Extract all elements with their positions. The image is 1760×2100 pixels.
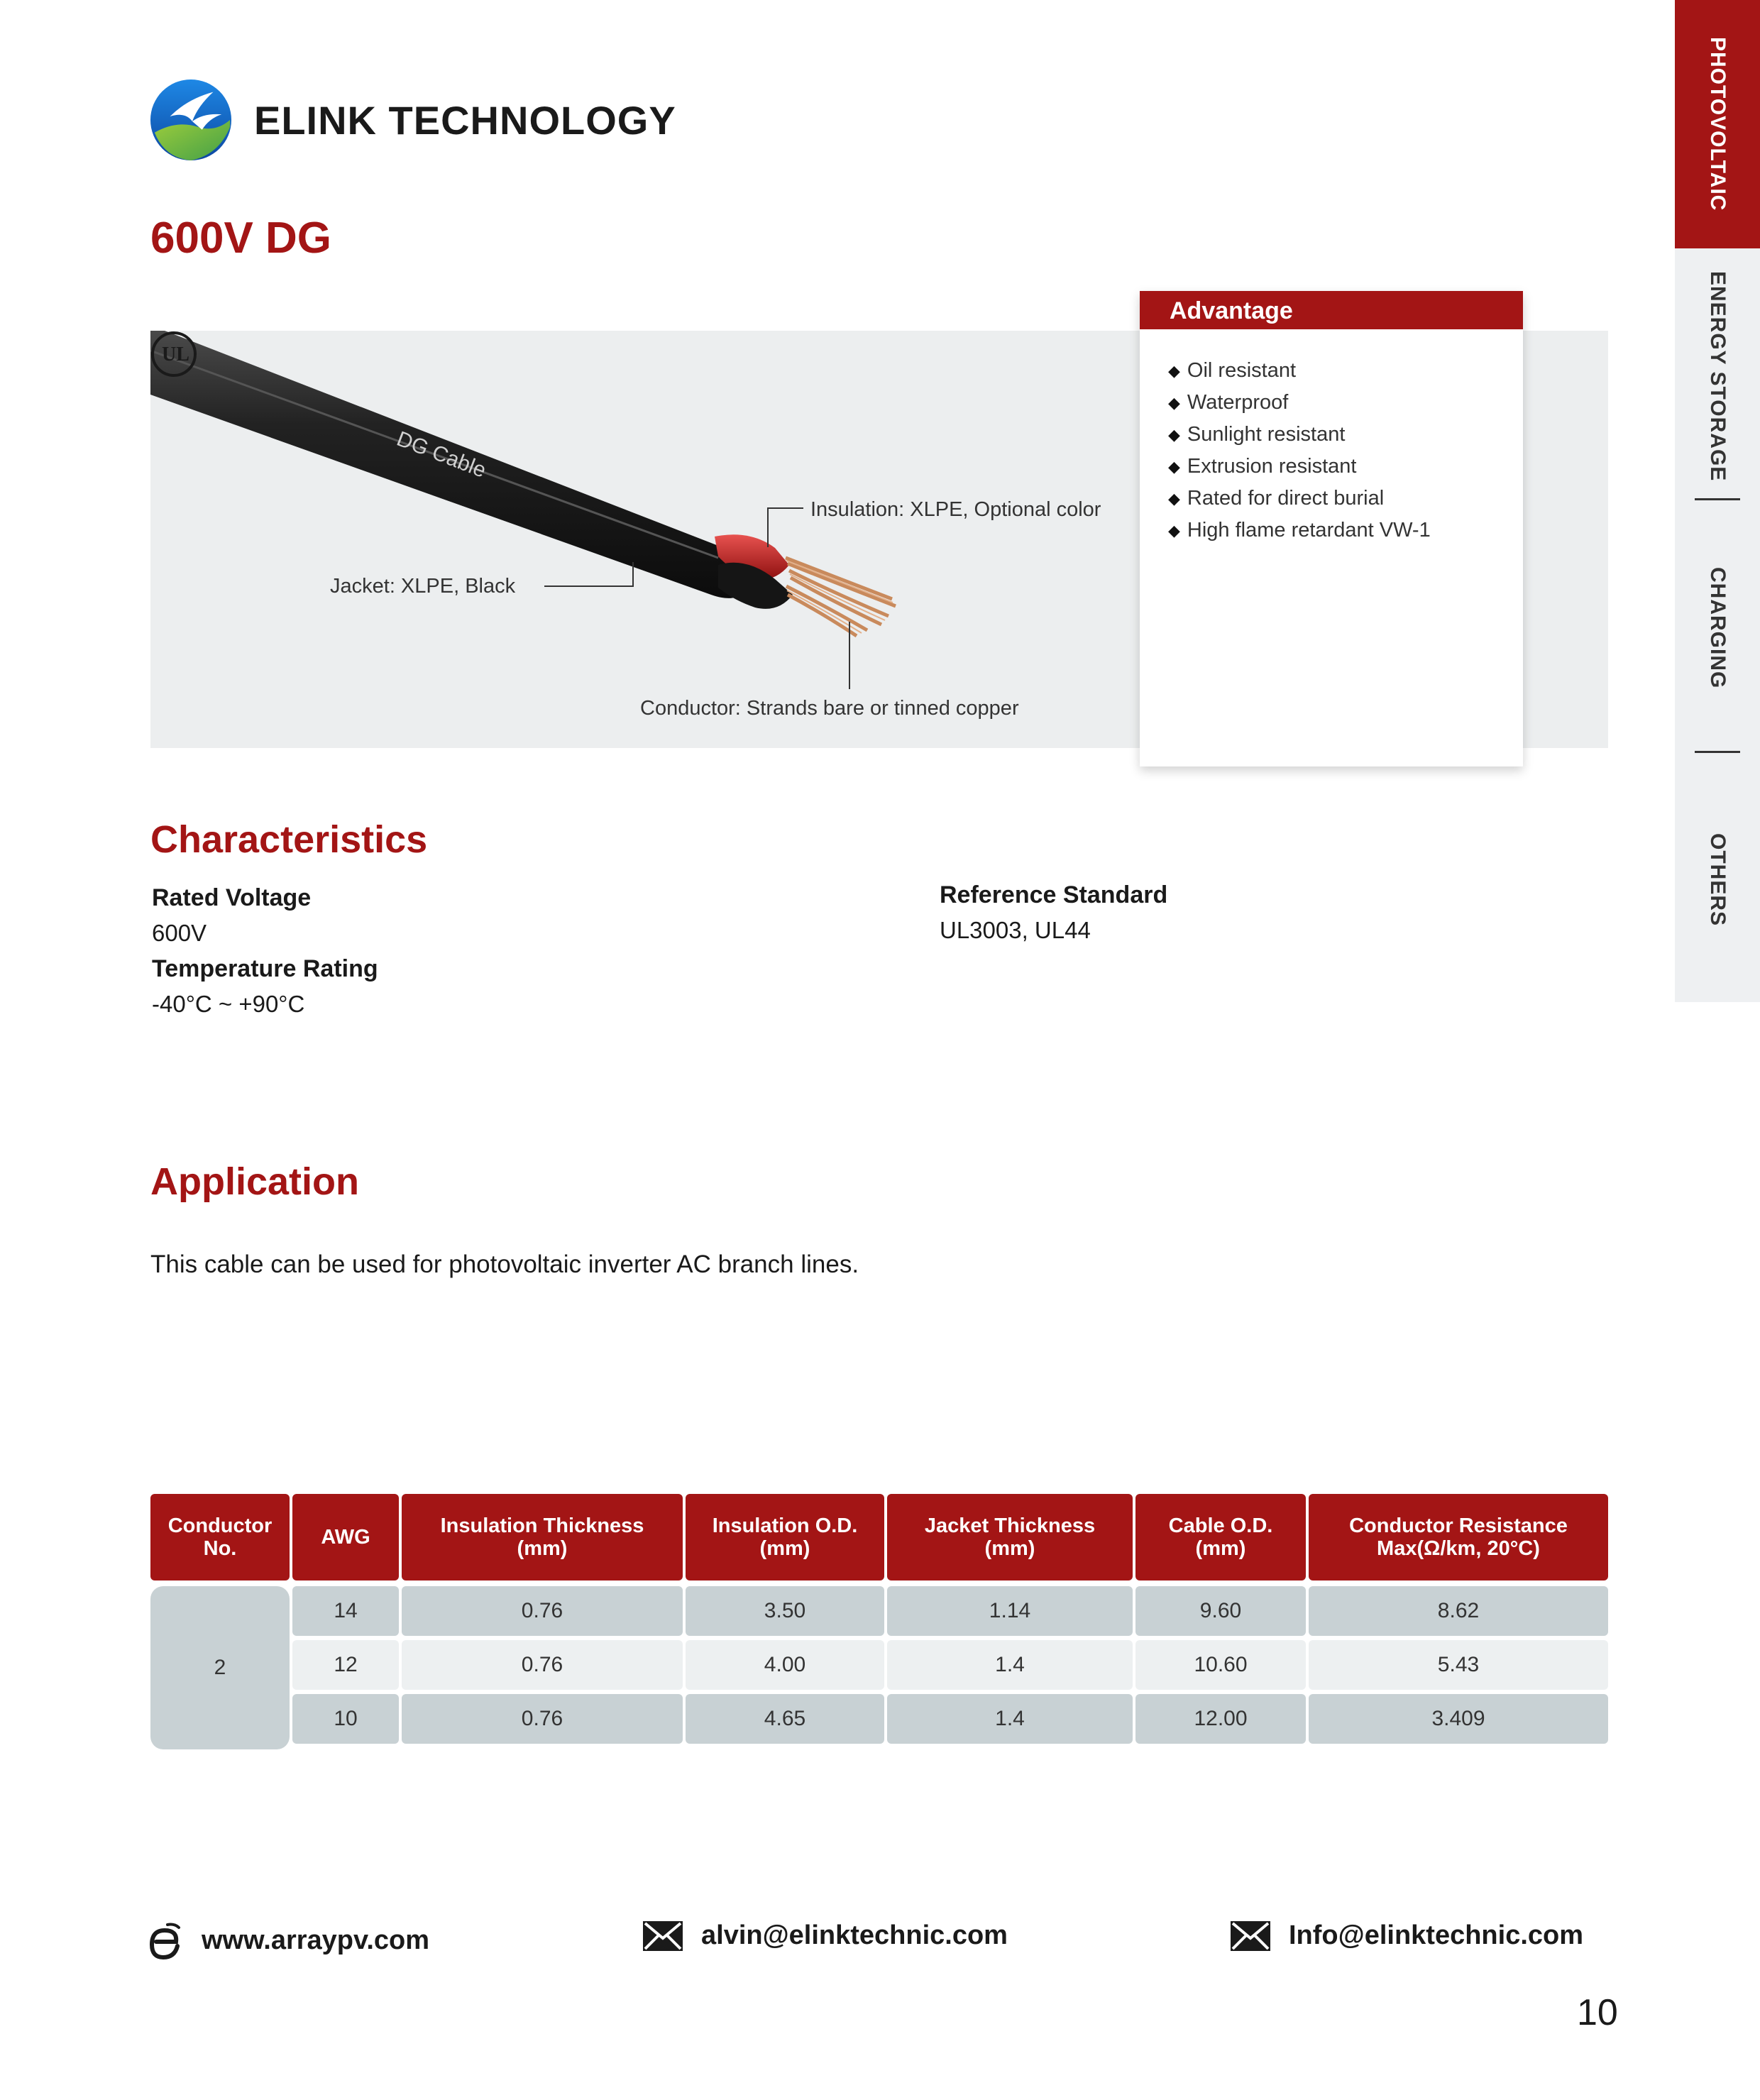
email-text: Info@elinktechnic.com [1289, 1920, 1584, 1950]
brand-header [149, 78, 676, 162]
list-item [1168, 387, 1523, 419]
temperature-label: Temperature Rating [152, 955, 378, 982]
table-cell: 8.62 [1309, 1586, 1608, 1636]
list-item [1168, 483, 1523, 515]
advantage-item: High flame retardant VW-1 [1187, 519, 1431, 542]
table-cell: 0.76 [402, 1586, 683, 1636]
table-cell: 5.43 [1309, 1640, 1608, 1690]
table-cell: 0.76 [402, 1640, 683, 1690]
table-cell: 9.60 [1135, 1586, 1306, 1636]
table-header: AWG [292, 1494, 399, 1581]
website-link[interactable] [146, 1920, 429, 1960]
elink-logo-icon [149, 78, 233, 162]
tab-label: OTHERS [1706, 833, 1729, 927]
tab-others[interactable] [1675, 788, 1760, 972]
conductor-number-cell: 2 [150, 1586, 290, 1749]
temperature-value: -40°C ~ +90°C [152, 991, 305, 1017]
tab-charging[interactable] [1675, 525, 1760, 731]
advantage-list [1140, 329, 1523, 546]
advantage-card [1140, 291, 1523, 766]
ul-certification-icon [150, 331, 197, 378]
advantage-item: Sunlight resistant [1187, 423, 1346, 446]
rated-voltage-value: 600V [152, 920, 207, 946]
bullet-diamond-icon: ◆ [1168, 490, 1180, 507]
table-cell: 14 [292, 1586, 399, 1636]
email-link-alvin[interactable] [643, 1920, 1008, 1951]
application-title: Application [150, 1160, 359, 1203]
advantage-item: Waterproof [1187, 391, 1289, 414]
application-text: This cable can be used for photovoltaic inverter AC branch lines. [150, 1250, 859, 1278]
reference-standard-label: Reference Standard [940, 881, 1168, 908]
table-cell: 4.65 [686, 1694, 884, 1744]
table-cell: 1.14 [887, 1586, 1133, 1636]
characteristics-title: Characteristics [150, 818, 428, 861]
table-cell: 10 [292, 1694, 399, 1744]
insulation-callout: Insulation: XLPE, Optional color [810, 498, 1101, 521]
rated-voltage-label: Rated Voltage [152, 884, 312, 911]
table-cell: 4.00 [686, 1640, 884, 1690]
table-cell: 12 [292, 1640, 399, 1690]
reference-standard-value: UL3003, UL44 [940, 917, 1091, 943]
table-cell: 12.00 [1135, 1694, 1306, 1744]
table-header: Jacket Thickness (mm) [887, 1494, 1133, 1581]
tab-energy-storage[interactable] [1675, 263, 1760, 490]
jacket-callout: Jacket: XLPE, Black [330, 575, 516, 598]
email-text: alvin@elinktechnic.com [701, 1920, 1008, 1950]
tab-label: PHOTOVOLTAIC [1706, 37, 1729, 211]
mail-icon [1231, 1921, 1270, 1951]
table-header: Insulation O.D. (mm) [686, 1494, 884, 1581]
tab-divider [1695, 751, 1740, 753]
product-title: 600V DG [150, 214, 332, 263]
table-cell: 0.76 [402, 1694, 683, 1744]
tab-divider [1695, 498, 1740, 500]
brand-name: ELINK TECHNOLOGY [254, 97, 676, 143]
advantage-item: Extrusion resistant [1187, 455, 1357, 478]
table-cell: 3.50 [686, 1586, 884, 1636]
tab-photovoltaic[interactable] [1675, 0, 1760, 248]
category-sidebar [1675, 0, 1760, 1002]
bullet-diamond-icon: ◆ [1168, 394, 1180, 412]
table-cell: 1.4 [887, 1694, 1133, 1744]
email-link-info[interactable] [1231, 1920, 1583, 1951]
list-item [1168, 451, 1523, 483]
advantage-item: Rated for direct burial [1187, 487, 1385, 510]
web-e-icon [146, 1920, 183, 1960]
table-cell: 3.409 [1309, 1694, 1608, 1744]
bullet-diamond-icon: ◆ [1168, 362, 1180, 380]
tab-label: ENERGY STORAGE [1706, 270, 1729, 482]
ul-mark-text: UL [162, 343, 189, 365]
list-item [1168, 419, 1523, 451]
mail-icon [643, 1921, 683, 1951]
website-text: www.arraypv.com [202, 1925, 430, 1955]
table-header: Cable O.D. (mm) [1135, 1494, 1306, 1581]
table-cell: 1.4 [887, 1640, 1133, 1690]
bullet-diamond-icon: ◆ [1168, 426, 1180, 444]
conductor-callout: Conductor: Strands bare or tinned copper [640, 697, 1019, 720]
list-item [1168, 515, 1523, 546]
table-header: Conductor Resistance Max(Ω/km, 20°C) [1309, 1494, 1608, 1581]
page-number: 10 [1577, 1992, 1618, 2033]
cable-print-text: DG Cable [393, 427, 490, 483]
advantage-item: Oil resistant [1187, 359, 1297, 382]
bullet-diamond-icon: ◆ [1168, 458, 1180, 475]
table-header: Conductor No. [150, 1494, 290, 1581]
tab-label: CHARGING [1706, 567, 1729, 689]
bullet-diamond-icon: ◆ [1168, 522, 1180, 539]
list-item [1168, 355, 1523, 387]
table-header: Insulation Thickness (mm) [402, 1494, 683, 1581]
table-cell: 10.60 [1135, 1640, 1306, 1690]
advantage-title: Advantage [1140, 291, 1523, 329]
